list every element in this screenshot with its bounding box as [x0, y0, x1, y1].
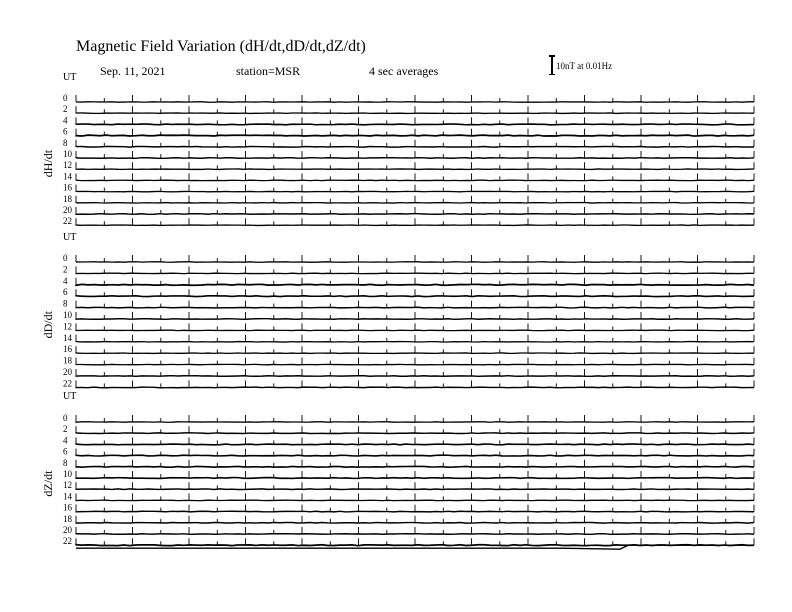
hour-label	[63, 104, 68, 114]
hour-label	[63, 160, 72, 170]
component-ylabel: dD/dt	[41, 311, 55, 339]
averaging-label: 4 sec averages	[369, 64, 439, 78]
hour-label: 16	[63, 344, 72, 355]
hour-label: 14	[63, 332, 72, 343]
hour-label: 18	[63, 513, 72, 524]
hour-label: 22	[63, 536, 72, 547]
hour-label: 0	[63, 253, 68, 263]
hour-label: 20	[63, 205, 72, 215]
hour-label: 22	[63, 378, 72, 389]
ut-label: UT	[63, 391, 77, 402]
chart-title: Magnetic Field Variation (dH/dt,dD/dt,dZ/dt)	[76, 38, 366, 55]
hour-label: 10	[63, 149, 72, 159]
station-label: station=MSR	[236, 64, 301, 78]
hour-label: 10	[63, 310, 72, 320]
hour-label: 2	[63, 264, 68, 275]
hour-label: 6	[63, 287, 68, 298]
hour-label: 6	[63, 126, 68, 137]
hour-label: 4	[63, 115, 68, 126]
hour-label: 12	[63, 321, 72, 332]
panel-dhdt	[41, 72, 754, 226]
panel-dddt	[41, 232, 754, 388]
hour-label: 2	[63, 104, 68, 115]
hour-label: 20	[63, 367, 72, 377]
hour-label: 16	[63, 182, 72, 193]
date-label: Sep. 11, 2021	[100, 64, 166, 78]
hour-label	[63, 138, 68, 148]
hour-label: 8	[63, 137, 68, 148]
hour-label: 16	[63, 502, 72, 513]
hour-label: 18	[63, 355, 72, 366]
hour-label: 0	[63, 413, 68, 423]
hour-label: 12	[63, 160, 72, 171]
hour-label	[63, 149, 73, 159]
component-ylabel: dZ/dt	[41, 470, 55, 497]
hour-label: 8	[63, 298, 68, 309]
hour-label: 22	[63, 216, 72, 227]
ut-label: UT	[63, 72, 77, 83]
hour-label: 14	[63, 171, 72, 182]
component-ylabel: dH/dt	[41, 149, 55, 178]
hour-label	[63, 171, 73, 181]
hour-label	[63, 127, 68, 137]
ut-label: UT	[63, 232, 77, 243]
hour-label: 4	[63, 275, 68, 286]
hour-label: 20	[63, 525, 72, 535]
hour-label	[63, 115, 68, 125]
hour-label: 0	[63, 93, 68, 103]
scale-label: 10nT at 0.01Hz	[556, 61, 613, 71]
hour-label: 18	[63, 193, 72, 204]
